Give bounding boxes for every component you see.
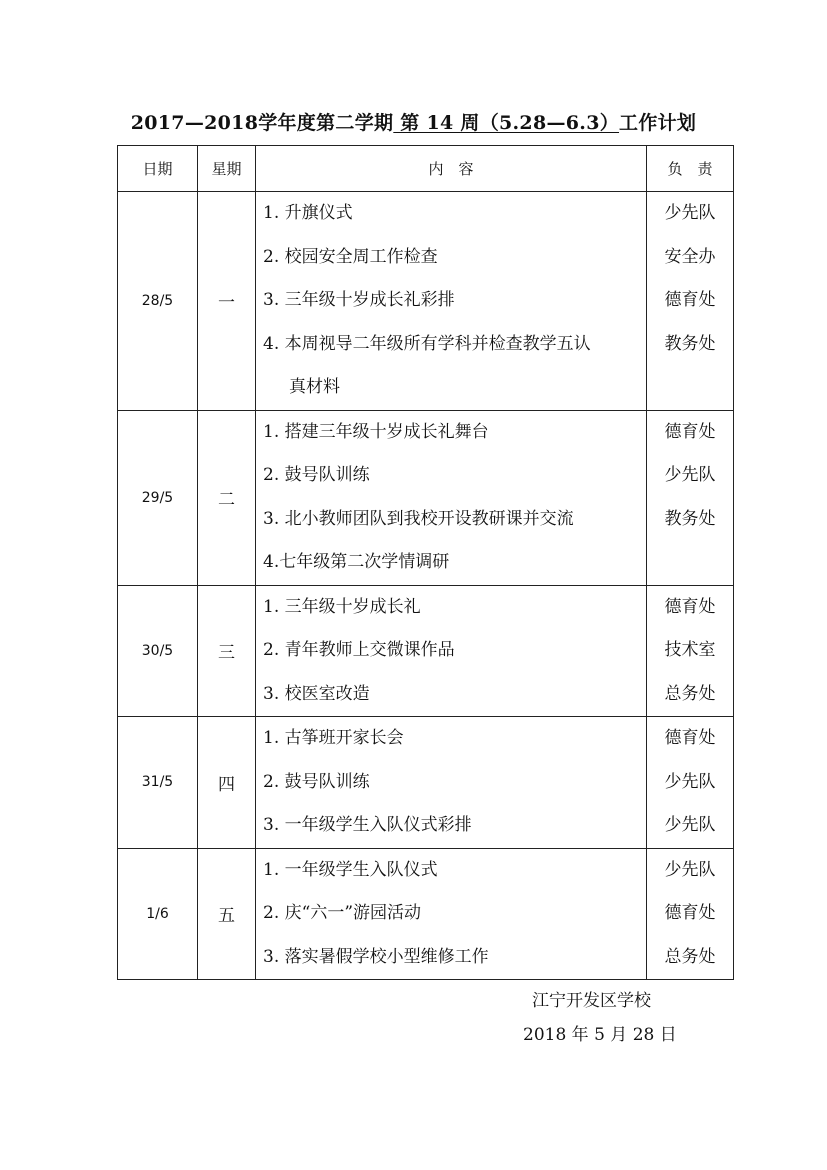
content-item: 4. 本周视导二年级所有学科并检查教学五认 <box>263 333 591 354</box>
responsible-item: 技术室 <box>664 640 716 660</box>
row-date: 31/5 <box>118 717 198 849</box>
responsible-item: 德育处 <box>664 421 716 442</box>
row-responsible <box>647 717 734 849</box>
weekly-plan-table <box>117 145 734 980</box>
row-date: 29/5 <box>118 410 198 585</box>
responsible-item: 教务处 <box>664 333 716 354</box>
responsible-item: 德育处 <box>664 290 716 310</box>
content-item: 2. 青年教师上交微课作品 <box>263 640 455 660</box>
content-item: 3. 北小教师团队到我校开设教研课并交流 <box>263 508 574 529</box>
row-date: 28/5 <box>118 192 198 411</box>
row-date: 30/5 <box>118 585 198 717</box>
table-row <box>118 410 734 585</box>
responsible-item: 少先队 <box>664 815 716 835</box>
content-item: 1. 一年级学生入队仪式 <box>263 859 438 880</box>
content-item: 1. 三年级十岁成长礼 <box>263 596 421 617</box>
school-name: 江宁开发区学校 <box>532 991 651 1011</box>
row-weekday: 一 <box>198 192 256 411</box>
responsible-item: 德育处 <box>664 596 716 617</box>
responsible-item <box>647 541 733 585</box>
responsible-item: 少先队 <box>664 465 716 485</box>
title-prefix: 2017—2018学年度第二学期 <box>130 112 394 134</box>
row-date: 1/6 <box>118 848 198 980</box>
content-item: 4.七年级第二次学情调研 <box>263 552 450 572</box>
table-header-row <box>118 146 734 192</box>
content-item: 2. 鼓号队训练 <box>263 465 370 485</box>
row-weekday: 三 <box>198 585 256 717</box>
content-item: 真材料 <box>289 377 340 397</box>
content-item: 3. 校医室改造 <box>263 683 370 704</box>
header-responsible: 负 责 <box>647 146 734 192</box>
content-item: 2. 鼓号队训练 <box>263 771 370 792</box>
row-responsible <box>647 410 734 585</box>
content-item: 2. 庆“六一”游园活动 <box>263 903 422 923</box>
content-item: 1. 搭建三年级十岁成长礼舞台 <box>263 421 489 442</box>
responsible-item: 德育处 <box>664 903 716 923</box>
table-row <box>118 717 734 849</box>
row-content <box>256 848 647 980</box>
content-item: 2. 校园安全周工作检查 <box>263 246 438 267</box>
content-item: 1. 升旗仪式 <box>263 203 353 223</box>
content-item: 3. 一年级学生入队仪式彩排 <box>263 815 472 835</box>
content-item: 1. 古筝班开家长会 <box>263 728 404 748</box>
content-item: 3. 三年级十岁成长礼彩排 <box>263 290 455 310</box>
row-content <box>256 410 647 585</box>
row-responsible <box>647 192 734 411</box>
responsible-item: 少先队 <box>664 203 716 223</box>
page-title <box>0 108 827 135</box>
row-weekday: 四 <box>198 717 256 849</box>
row-responsible <box>647 848 734 980</box>
responsible-item <box>647 366 733 410</box>
responsible-item: 教务处 <box>664 508 716 529</box>
table-row <box>118 585 734 717</box>
responsible-item: 安全办 <box>664 246 716 267</box>
table-body <box>118 192 734 980</box>
row-content <box>256 717 647 849</box>
responsible-item: 总务处 <box>664 683 716 704</box>
row-content <box>256 192 647 411</box>
header-weekday: 星期 <box>198 146 256 192</box>
row-weekday: 二 <box>198 410 256 585</box>
responsible-item: 总务处 <box>664 946 716 967</box>
title-suffix: 工作计划 <box>619 112 697 134</box>
table-row <box>118 192 734 411</box>
row-responsible <box>647 585 734 717</box>
responsible-item: 少先队 <box>664 771 716 792</box>
content-item: 3. 落实暑假学校小型维修工作 <box>263 946 489 967</box>
row-weekday: 五 <box>198 848 256 980</box>
table-row <box>118 848 734 980</box>
header-date: 日期 <box>118 146 198 192</box>
row-content <box>256 585 647 717</box>
header-content: 内 容 <box>256 146 647 192</box>
responsible-item: 少先队 <box>664 859 716 880</box>
title-week: 第 14 周（5.28—6.3） <box>393 112 620 134</box>
document-date: 2018 年 5 月 28 日 <box>523 1025 677 1045</box>
responsible-item: 德育处 <box>664 728 716 748</box>
